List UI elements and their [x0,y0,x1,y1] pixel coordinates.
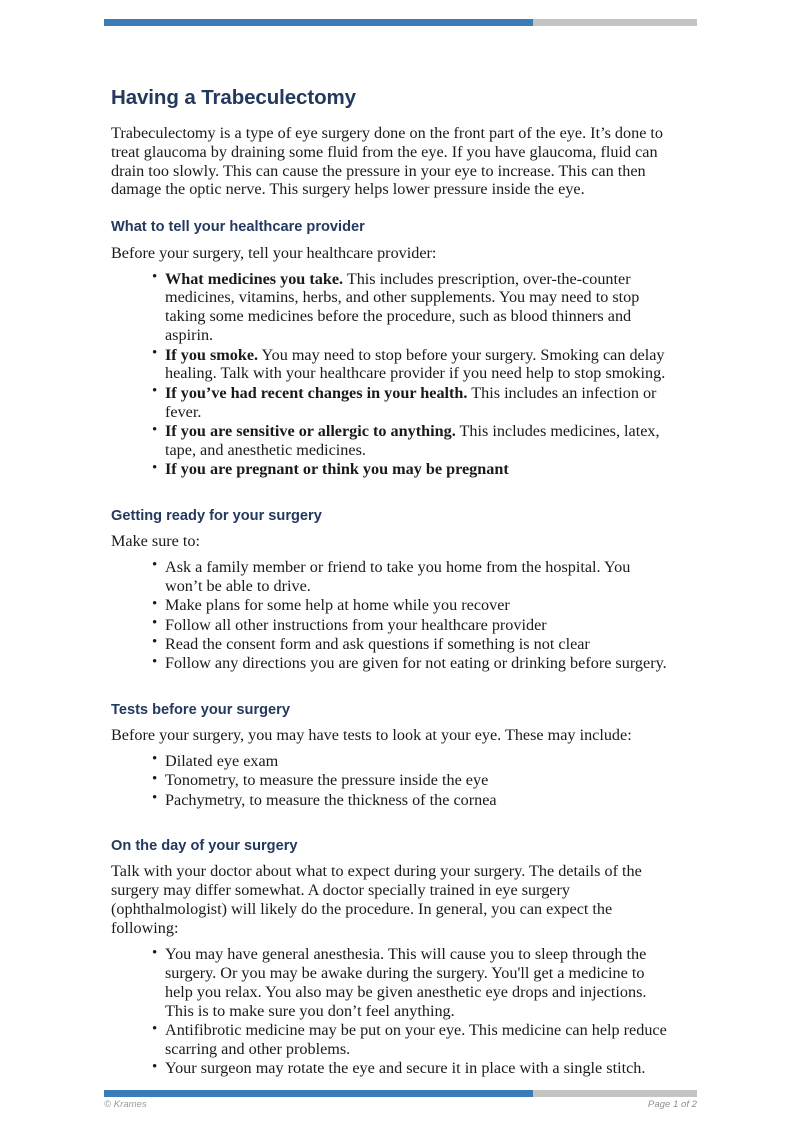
list-item-text: Ask a family member or friend to take you home from the hospital. You won’t be able to drive. [165,557,631,595]
list-item-text: You may need to stop before your surgery. Smoking can delay healing. Talk with your healthcare provider if you need help to stop smoking. [165,345,666,383]
list-item-lead: If you’ve had recent changes in your health. [165,383,468,402]
list-item [152,945,671,1021]
header-rule-blue-segment [104,19,533,26]
section-intro-paragraph: Make sure to: [111,531,201,550]
header-rule-gray-segment [533,19,697,26]
list-item-text: Make plans for some help at home while you recover [165,596,510,615]
list-item [152,270,671,346]
section-intro-paragraph: Before your surgery, you may have tests to look at your eye. These may include: [111,725,632,744]
section-heading: Tests before your surgery [111,701,290,718]
bullet-list [111,945,671,1078]
header-rule [104,19,697,26]
section-spacer [111,206,671,218]
section-heading: On the day of your surgery [111,837,298,854]
intro-paragraph: Trabeculectomy is a type of eye surgery done on the front part of the eye. It’s done to treat glaucoma by draining some fluid from the eye. If you have glaucoma, fluid can drain too slowly. This can cause the pressure in your eye to increase. This can then damage the optic nerve. This surgery helps lower pressure inside the eye. [111,123,664,199]
list-item [152,558,671,596]
list-item [152,654,671,673]
list-item [152,791,671,810]
section-spacer [111,674,671,701]
list-item [152,771,671,790]
list-item [152,635,671,654]
section-intro-paragraph: Before your surgery, tell your healthcare provider: [111,243,437,262]
list-item-text: This includes an infection or fever. [165,383,657,421]
bullet-list [111,752,671,810]
list-item [152,1021,671,1059]
footer-rule [104,1090,697,1097]
list-item [152,596,671,615]
list-item-text: Antifibrotic medicine may be put on your eye. This medicine can help reduce scarring and other problems. [165,1021,667,1058]
list-item [152,346,671,384]
list-item-text: Follow any directions you are given for not eating or drinking before surgery. [165,654,667,673]
footer-rule-gray-segment [533,1090,697,1097]
sections-container [111,206,671,1078]
page-footer [104,1099,697,1110]
list-item-text: Dilated eye exam [165,751,279,770]
section-spacer [111,810,671,837]
section-spacer [111,480,671,507]
footer-rule-blue-segment [104,1090,533,1097]
list-item-lead: If you are sensitive or allergic to anything. [165,422,456,441]
list-item-text: Read the consent form and ask questions if something is not clear [165,634,590,653]
list-item-lead: What medicines you take. [165,269,344,288]
bullet-list [111,270,671,480]
copyright-text: © Krames [104,1099,147,1110]
page-number: Page 1 of 2 [647,1099,697,1110]
list-item [152,1059,671,1078]
list-item-text: Pachymetry, to measure the thickness of the cornea [165,790,497,809]
list-item [152,616,671,635]
list-item-text: You may have general anesthesia. This will cause you to sleep through the surgery. Or you may be awake during the surgery. You'll get a medicine to help you relax. You also may be given anesthetic eye drops and injections. This is to make sure you don’t feel anything. [165,945,647,1020]
section-heading: What to tell your healthcare provider [111,219,365,236]
list-item-lead: If you are pregnant or think you may be pregnant [165,460,509,479]
list-item [152,460,671,479]
section-intro-paragraph: Talk with your doctor about what to expect during your surgery. The details of the surgery may differ somewhat. A doctor specially trained in eye surgery (ophthalmologist) will likely do the procedure. In general, you can expect the following: [111,862,642,938]
list-item [152,422,671,460]
list-item-text: This includes prescription, over-the-counter medicines, vitamins, herbs, and other supplements. You may need to stop taking some medicines before the procedure, such as blood thinners and aspirin. [165,269,640,345]
list-item [152,384,671,422]
list-item-text: Follow all other instructions from your healthcare provider [165,615,547,634]
list-item-lead: If you smoke. [165,345,259,364]
document-content [111,86,671,1079]
bullet-list [111,558,671,673]
list-item-text: Your surgeon may rotate the eye and secure it in place with a single stitch. [165,1059,646,1078]
page-title: Having a Trabeculectomy [111,86,356,109]
list-item-text: This includes medicines, latex, tape, and anesthetic medicines. [165,422,660,459]
list-item [152,752,671,771]
list-item-text: Tonometry, to measure the pressure inside the eye [165,771,489,790]
section-heading: Getting ready for your surgery [111,507,322,524]
